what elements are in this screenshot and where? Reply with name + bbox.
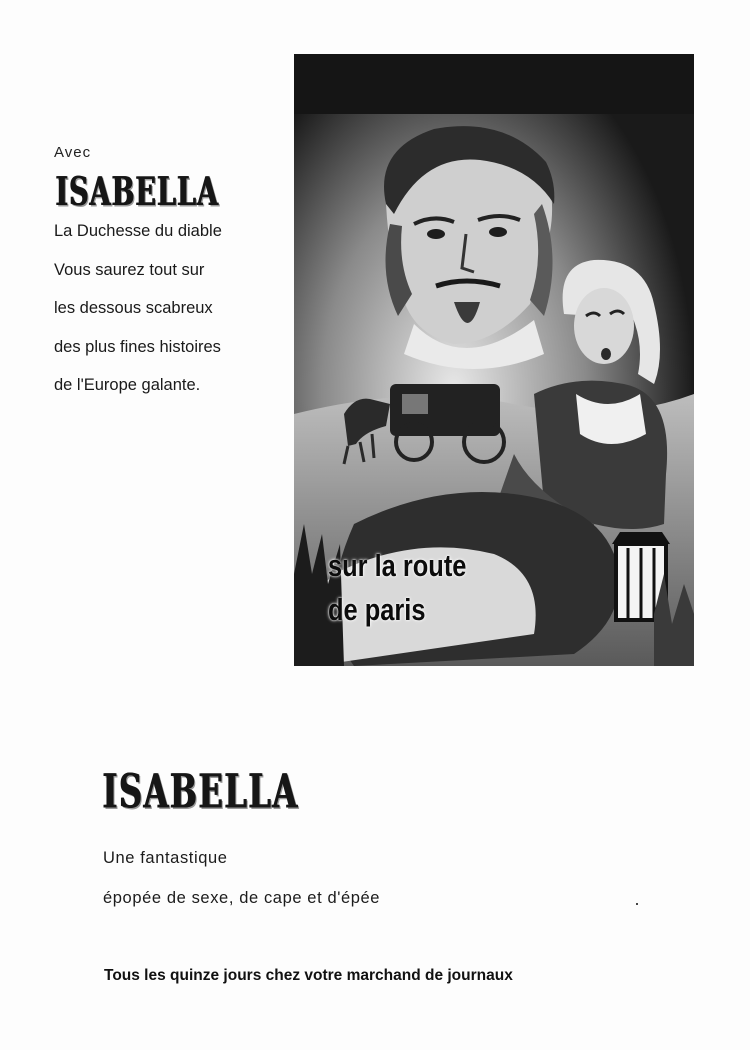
description-line2: épopée de sexe, de cape et d'épée <box>103 889 381 907</box>
comic-cover-illustration <box>294 54 694 666</box>
blurb-line: des plus fines histoires <box>54 337 221 356</box>
blurb-line: les dessous scabreux <box>54 299 213 317</box>
isabella-logo-bottom: ISABELLA <box>102 764 299 820</box>
print-speck <box>636 903 638 905</box>
blurb-line: Vous saurez tout sur <box>54 260 205 279</box>
cover-title-line1: sur la route <box>328 548 467 583</box>
blurb-line: La Duchesse du diable <box>54 222 222 240</box>
with-label: Avec <box>54 144 92 161</box>
isabella-logo-top: ISABELLA <box>55 170 219 215</box>
blurb-line: de l'Europe galante. <box>54 376 201 394</box>
tagline: Tous les quinze jours chez votre marchand de journaux <box>104 967 513 984</box>
cover-title-line2: de paris <box>328 592 426 627</box>
intro-blurb <box>54 220 222 413</box>
description-line1: Une fantastique <box>103 849 228 867</box>
